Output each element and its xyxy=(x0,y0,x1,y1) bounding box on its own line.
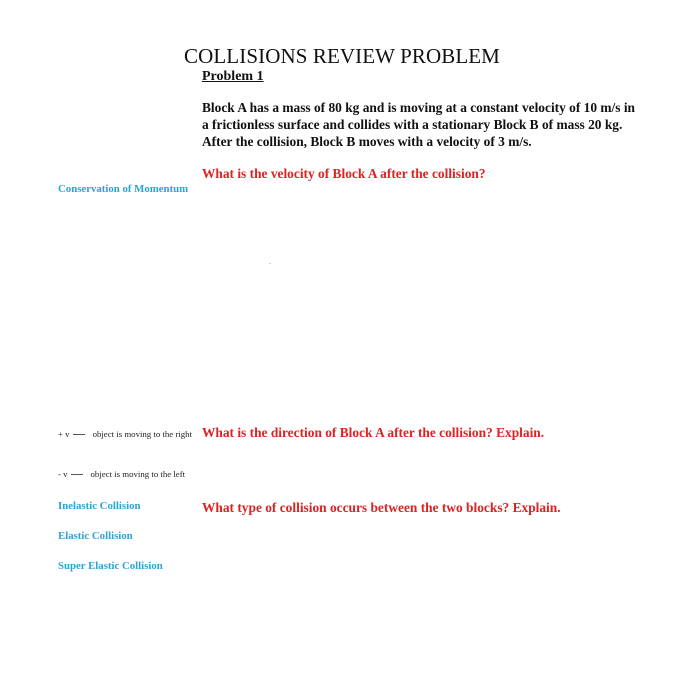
page-title: COLLISIONS REVIEW PROBLEM xyxy=(184,44,500,68)
question-collision-type: What type of collision occurs between the two blocks? Explain. xyxy=(202,500,561,515)
dash-line xyxy=(71,474,83,475)
positive-velocity-symbol: + v xyxy=(58,429,70,439)
hint-elastic-collision: Elastic Collision xyxy=(58,530,133,542)
hint-inelastic-collision: Inelastic Collision xyxy=(58,500,141,512)
positive-velocity-text: object is moving to the right xyxy=(92,429,193,439)
problem-label: Problem 1 xyxy=(202,69,264,84)
dash-line xyxy=(73,434,85,435)
problem-statement: Block A has a mass of 80 kg and is moving at a constant velocity of 10 m/s in a frictionless surface and collides with a stationary Block B of mass 20 kg. After the collision, Block B moves with a velocity of 3 m/s. xyxy=(202,100,636,149)
stray-mark xyxy=(269,263,271,264)
question-direction: What is the direction of Block A after the collision? Explain. xyxy=(202,425,545,440)
negative-velocity-symbol: - v xyxy=(58,469,68,479)
question-velocity: What is the velocity of Block A after the collision? xyxy=(202,166,486,181)
hint-super-elastic-collision: Super Elastic Collision xyxy=(58,560,163,572)
note-negative-velocity xyxy=(58,469,185,480)
negative-velocity-text: object is moving to the left xyxy=(90,469,186,479)
note-positive-velocity xyxy=(58,429,198,440)
hint-conservation-of-momentum: Conservation of Momentum xyxy=(58,183,189,195)
